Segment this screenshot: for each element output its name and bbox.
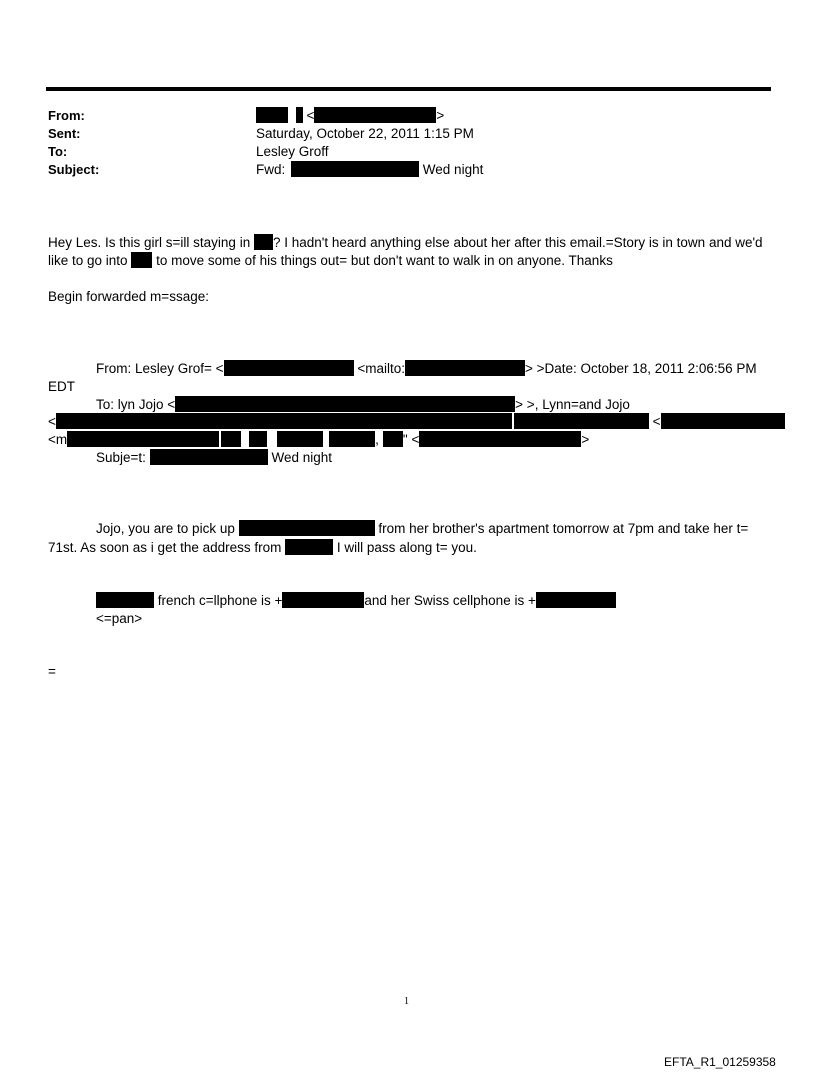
redaction xyxy=(488,413,512,429)
redaction xyxy=(277,431,323,447)
redaction xyxy=(150,449,268,465)
redaction xyxy=(419,431,581,447)
to-label: To: xyxy=(48,144,68,159)
sent-value: Saturday, October 22, 2011 1:15 PM xyxy=(256,126,474,141)
fwd-para-line-1: Jojo, you are to pick up from her brother's apartment tomorrow at 7pm and take her t= xyxy=(96,521,749,536)
redaction xyxy=(536,592,616,608)
redaction xyxy=(56,413,488,429)
redaction xyxy=(256,107,288,123)
redaction xyxy=(282,592,364,608)
redaction xyxy=(254,234,273,250)
bates-number: EFTA_R1_01259358 xyxy=(664,1055,776,1069)
fwd-subject-line: Subje=t: Wed night xyxy=(96,450,332,465)
begin-forwarded: Begin forwarded m=ssage: xyxy=(48,289,209,304)
redaction xyxy=(239,520,375,536)
redaction xyxy=(67,431,219,447)
redaction xyxy=(249,431,267,447)
to-value: Lesley Groff xyxy=(256,144,329,159)
redaction xyxy=(383,431,403,447)
redaction xyxy=(224,360,354,376)
redaction xyxy=(291,161,419,177)
trailing-equals: = xyxy=(48,664,56,679)
redaction xyxy=(661,413,785,429)
fwd-from-line: From: Lesley Grof= < <mailto: > >Date: October 18, 2011 2:06:56 PM xyxy=(96,361,757,376)
subject-value: Fwd: Wed night xyxy=(256,162,484,177)
fwd-para-line-2: 71st. As soon as i get the address from I will pass along t= you. xyxy=(48,540,477,555)
header-rule xyxy=(46,87,771,91)
fwd-to-line-3: <m , " < > xyxy=(48,432,590,447)
redaction xyxy=(285,539,333,555)
redaction xyxy=(131,252,152,268)
fwd-to-line-2: < < xyxy=(48,413,785,431)
page-number: 1 xyxy=(404,996,409,1007)
fwd-edt: EDT xyxy=(48,379,75,394)
redaction xyxy=(314,107,436,123)
fwd-phone-line: french c=llphone is + and her Swiss cellphone is + xyxy=(96,592,616,610)
redaction xyxy=(405,360,525,376)
from-label: From: xyxy=(48,108,85,123)
body-line-2: like to go into to move some of his things out= but don't want to walk in on anyone. Thanks xyxy=(48,253,613,268)
redaction xyxy=(96,592,154,608)
fwd-to-line: To: lyn Jojo < > >, Lynn=and Jojo xyxy=(96,397,630,412)
redaction xyxy=(175,396,515,412)
from-value: < > xyxy=(256,107,444,125)
redaction xyxy=(221,431,241,447)
redaction xyxy=(514,413,649,429)
redaction xyxy=(296,107,303,123)
redaction xyxy=(329,431,375,447)
subject-label: Subject: xyxy=(48,162,100,177)
span-tag: <=pan> xyxy=(96,611,143,626)
body-line-1: Hey Les. Is this girl s=ill staying in ? I hadn't heard anything else about her after this email.=Story is in town and we'd xyxy=(48,235,763,250)
sent-label: Sent: xyxy=(48,126,81,141)
